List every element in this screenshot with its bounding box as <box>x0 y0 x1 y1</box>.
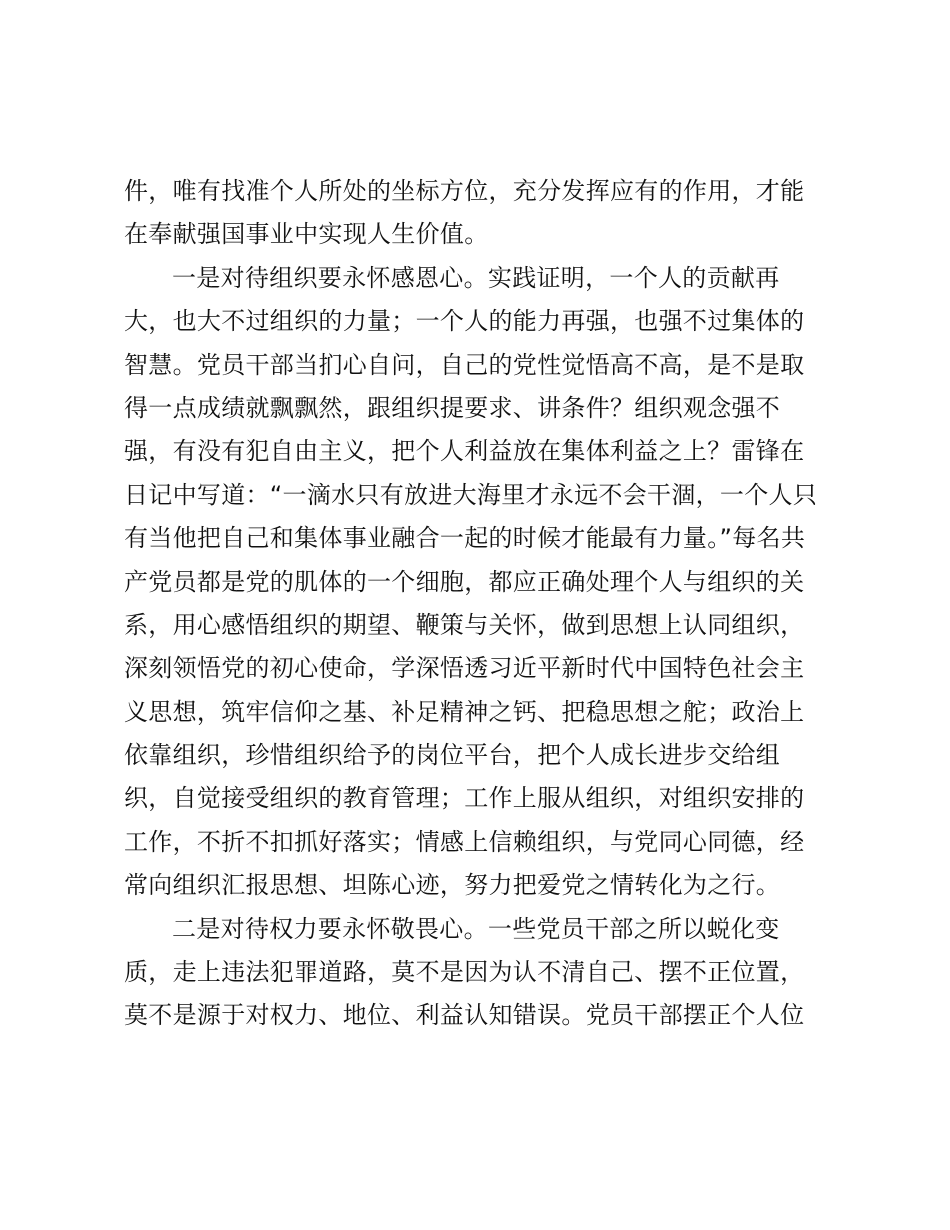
text-line: 常向组织汇报思想、坦陈心迹，努力把爱党之情转化为之行。 <box>124 871 781 900</box>
text-line: 产党员都是党的肌体的一个细胞，都应正确处理个人与组织的关 <box>124 567 805 596</box>
text-line: 大，也大不过组织的力量；一个人的能力再强，也强不过集体的 <box>124 307 805 336</box>
paragraph-start-line: 一是对待组织要永怀感恩心。实践证明，一个人的贡献再 <box>172 263 780 292</box>
text-line: 系，用心感悟组织的期望、鞭策与关怀，做到思想上认同组织， <box>124 610 805 639</box>
text-line: 义思想，筑牢信仰之基、补足精神之钙、把稳思想之舵；政治上 <box>124 697 805 726</box>
text-line: 织，自觉接受组织的教育管理；工作上服从组织，对组织安排的 <box>124 784 805 813</box>
text-line: 莫不是源于对权力、地位、利益认知错误。党员干部摆正个人位 <box>124 1001 805 1030</box>
paragraph-start-line: 二是对待权力要永怀敬畏心。一些党员干部之所以蜕化变 <box>172 914 780 943</box>
text-line: 日记中写道：“一滴水只有放进大海里才永远不会干涸，一个人只 <box>124 480 818 509</box>
text-line: 得一点成绩就飘飘然，跟组织提要求、讲条件？组织观念强不 <box>124 393 781 422</box>
text-line: 件，唯有找准个人所处的坐标方位，充分发挥应有的作用，才能 <box>124 177 805 205</box>
text-line: 深刻领悟党的初心使命，学深悟透习近平新时代中国特色社会主 <box>124 654 805 683</box>
text-line: 有当他把自己和集体事业融合一起的时候才能最有力量。”每名共 <box>124 524 806 553</box>
text-line: 质，走上违法犯罪道路，莫不是因为认不清自己、摆不正位置， <box>124 958 805 987</box>
text-line: 工作，不折不扣抓好落实；情感上信赖组织，与党同心同德，经 <box>124 827 805 856</box>
text-line: 强，有没有犯自由主义，把个人利益放在集体利益之上？雷锋在 <box>124 437 805 466</box>
body-text <box>124 170 836 1038</box>
text-line: 依靠组织，珍惜组织给予的岗位平台，把个人成长进步交给组 <box>124 741 781 770</box>
text-line: 智慧。党员干部当扪心自问，自己的党性觉悟高不高，是不是取 <box>124 350 805 379</box>
text-line: 在奉献强国事业中实现人生价值。 <box>124 220 489 249</box>
